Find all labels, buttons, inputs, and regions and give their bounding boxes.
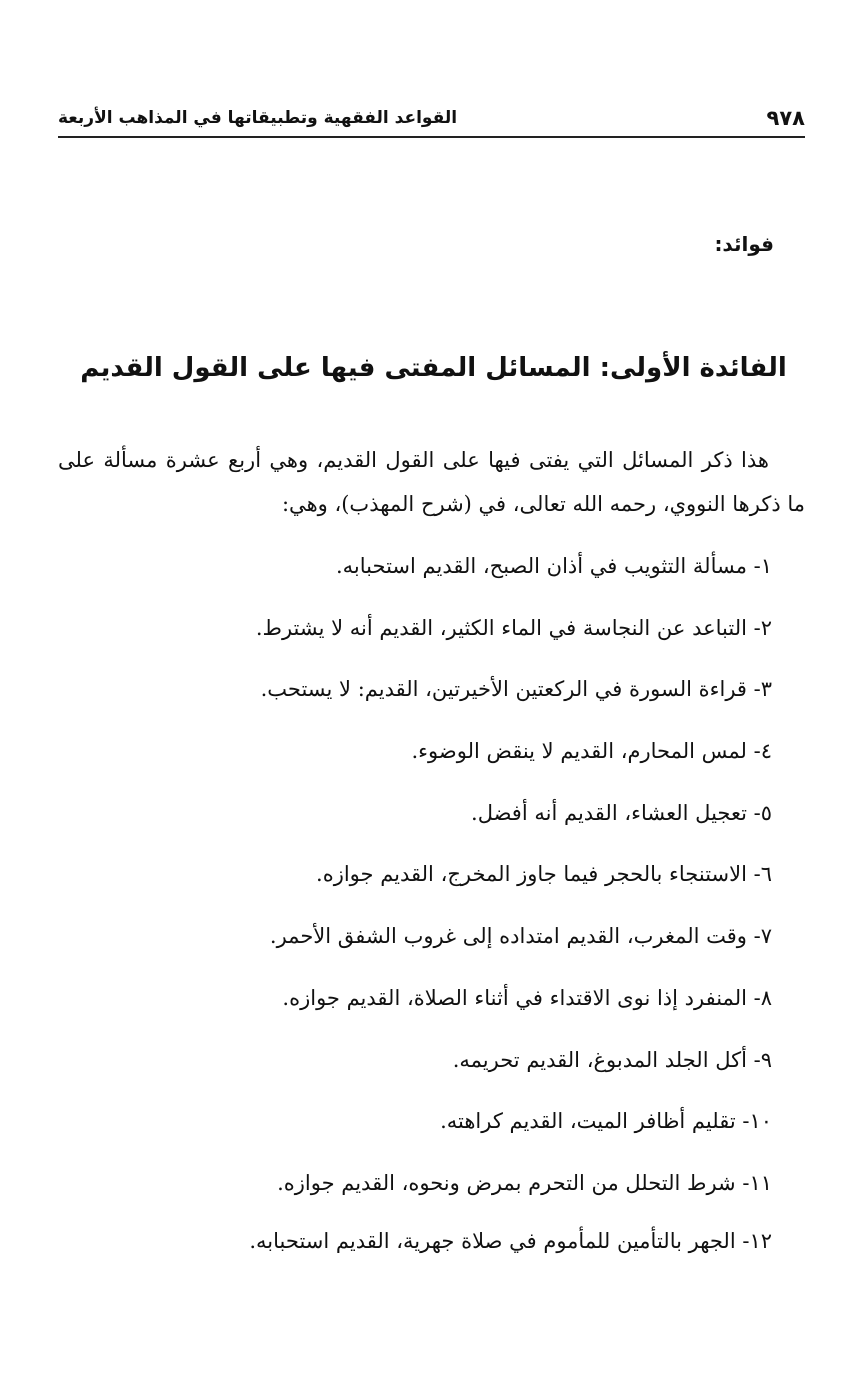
issues-list (58, 544, 772, 1281)
section-label: فوائد: (714, 232, 774, 256)
list-item: ١٢- الجهر بالتأمين للمأموم في صلاة جهرية، القديم استحبابه. (249, 1228, 772, 1253)
list-item: ١١- شرط التحلل من التحرم بمرض ونحوه، القديم جوازه. (277, 1170, 772, 1195)
list-item: ٤- لمس المحارم، القديم لا ينقض الوضوء. (411, 739, 772, 764)
list-item: ٨- المنفرد إذا نوى الاقتداء في أثناء الصلاة، القديم جوازه. (282, 985, 772, 1010)
page-number: ٩٧٨ (766, 106, 805, 130)
book-title: القواعد الفقهية وتطبيقاتها في المذاهب الأربعة (58, 108, 458, 128)
list-item: ٦- الاستنجاء بالحجر فيما جاوز المخرج، القديم جوازه. (316, 862, 772, 887)
list-item: ٩- أكل الجلد المدبوغ، القديم تحريمه. (452, 1047, 772, 1072)
section-heading: الفائدة الأولى: المسائل المفتى فيها على القول القديم (80, 353, 787, 384)
list-item: ٣- قراءة السورة في الركعتين الأخيرتين، القديم: لا يستحب. (260, 677, 772, 702)
list-item: ٥- تعجيل العشاء، القديم أنه أفضل. (471, 800, 772, 825)
intro-paragraph: هذا ذكر المسائل التي يفتى فيها على القول القديم، وهي أربع عشرة مسألة على ما ذكرها النووي، رحمه الله تعالى، في (شرح المهذب)، وهي: (58, 448, 805, 516)
list-item: ٧- وقت المغرب، القديم امتداده إلى غروب الشفق الأحمر. (269, 924, 772, 949)
list-item: ٢- التباعد عن النجاسة في الماء الكثير، القديم أنه لا يشترط. (255, 615, 772, 640)
list-item: ١٠- تقليم أظافر الميت، القديم كراهته. (440, 1109, 772, 1134)
list-item: ١- مسألة التثويب في أذان الصبح، القديم استحبابه. (336, 554, 772, 578)
running-header (58, 96, 805, 138)
